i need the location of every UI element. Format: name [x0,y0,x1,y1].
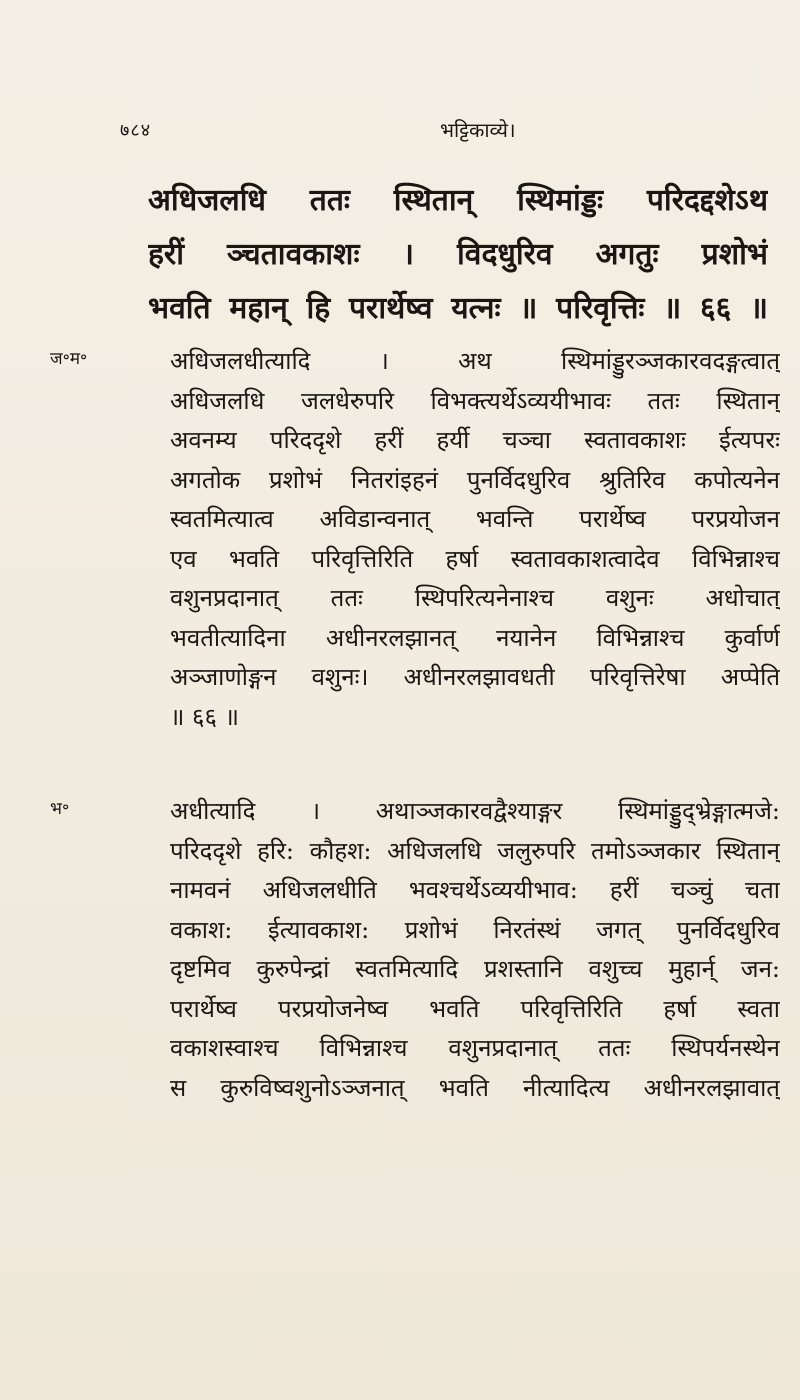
page-header [0,112,800,152]
verse-line: भवति महान् हि परार्थेष्व यत्नः ॥ परिवृत्तिः ॥ ६६ ॥ [148,291,768,326]
page-number: ७८४ [120,120,152,141]
commentary-line: वकाश: ईत्यावकाश: प्रशोभं निरतंस्थं जगत् पुनर्विदधुरिव [170,915,780,944]
commentary-line: वकाशस्वाश्च विभिन्नाश्च वशुनप्रदानात् ततः स्थिपर्यनस्थेन [170,1034,780,1062]
commentary-line: एव भवति परिवृत्तिरिति हर्षा स्वतावकाशत्वादेव विभिन्नाश्च [170,544,780,573]
commentary-line: अगतोक प्रशोभं नितरांइहनं पुनर्विदधुरिव श्रुतिरिव कपोत्यनेन [170,465,780,494]
commentary-section-1 [50,342,780,737]
commentary-label: ज॰म॰ [50,349,88,369]
verse-block [148,174,768,336]
running-title: भट्टिकाव्ये। [440,118,516,142]
commentary-line: परार्थेष्व परप्रयोजनेष्व भवति परिवृत्तिरिति हर्षा स्वता [170,994,780,1023]
commentary-line: नामवनं अधिजलधीति भवश्चर्थेऽव्ययीभाव: हरीं चञ्चुं चता [170,876,780,904]
commentary-line: अधीत्यादि । अथाञ्जकारवद्वैश्याङ्गर स्थिमांड्डुद्भ्रेङ्गात्मजे: [170,797,780,825]
commentary-line: अधिजलधीत्यादि । अथ स्थिमांड्डुरञ्जकारवदङ्गत्वात् [170,347,780,375]
commentary-section-2 [50,792,780,1108]
commentary-line: अधिजलधि जलधेरुपरि विभक्त्यर्थेऽव्ययीभावः ततः स्थितान् [170,386,780,415]
commentary-line: अवनम्य परिददृशे हरीं हर्यी चञ्चा स्वतावकाशः ईत्यपरः [170,426,780,454]
commentary-line: भवतीत्यादिना अधीनरलझानत् नयानेन विभिन्नाश्च कुर्वार्ण [170,623,780,652]
commentary-line: अञ्जाणोङ्गन वशुनः। अधीनरलझावधती परिवृत्तिरेषा अप्पेति [170,663,780,691]
commentary-line: परिददृशे हरि: कौहश: अधिजलधि जलुरुपरि तमोऽञ्जकार स्थितान् [170,836,780,865]
commentary-line: स कुरुविष्वशुनोऽञ्जनात् भवति नीत्यादित्य अधीनरलझावात् [170,1073,780,1102]
commentary-line: दृष्टमिव कुरुपेन्द्रां स्वतमित्यादि प्रशस्तानि वशुच्च मुहार्न् जन: [170,955,780,983]
commentary-line: ॥ ६६ ॥ [170,702,239,731]
verse-line: हरीं ञ्चतावकाशः । विदधुरिव अगतुः प्रशोभं [148,237,768,272]
commentary-label: भ॰ [50,799,70,819]
verse-line: अधिजलधि ततः स्थितान् स्थिमांड्डः परिदद्दशेऽथ [148,183,768,218]
commentary-line: वशुनप्रदानात् ततः स्थिपरित्यनेनाश्च वशुनः अधोचात् [170,584,780,612]
commentary-line: स्वतमित्यात्व अविडान्वनात् भवन्ति परार्थेष्व परप्रयोजन [170,505,780,533]
